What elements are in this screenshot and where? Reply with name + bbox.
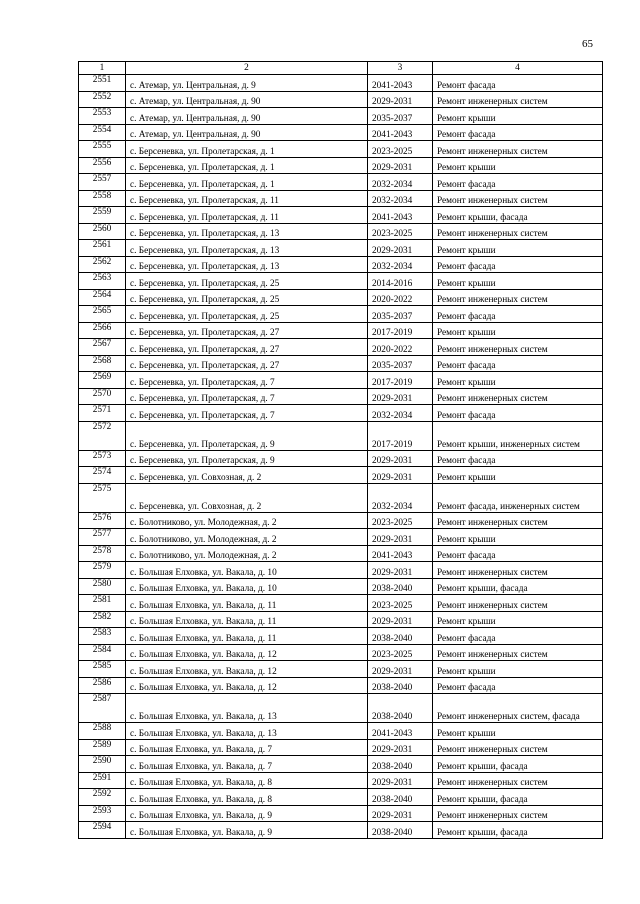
row-address: с. Атемар, ул. Центральная, д. 9 bbox=[126, 75, 368, 92]
table-row bbox=[79, 723, 603, 740]
row-address: с. Большая Елховка, ул. Вакала, д. 7 bbox=[126, 739, 368, 756]
row-number: 2573 bbox=[79, 450, 126, 467]
row-number: 2591 bbox=[79, 772, 126, 789]
row-period: 2023-2025 bbox=[368, 595, 433, 612]
row-address: с. Большая Елховка, ул. Вакала, д. 12 bbox=[126, 644, 368, 661]
table-row bbox=[79, 421, 603, 450]
row-work-type: Ремонт инженерных систем bbox=[433, 91, 603, 108]
row-work-type: Ремонт крыши bbox=[433, 661, 603, 678]
table-row bbox=[79, 562, 603, 579]
row-number: 2559 bbox=[79, 207, 126, 224]
row-number: 2560 bbox=[79, 223, 126, 240]
row-work-type: Ремонт фасада bbox=[433, 628, 603, 645]
row-number: 2581 bbox=[79, 595, 126, 612]
table-row bbox=[79, 483, 603, 512]
table-row bbox=[79, 289, 603, 306]
table-row bbox=[79, 512, 603, 529]
row-address: с. Берсеневка, ул. Пролетарская, д. 27 bbox=[126, 355, 368, 372]
row-period: 2032-2034 bbox=[368, 256, 433, 273]
row-work-type: Ремонт крыши, фасада bbox=[433, 822, 603, 839]
row-address: с. Берсеневка, ул. Пролетарская, д. 13 bbox=[126, 223, 368, 240]
row-number: 2567 bbox=[79, 339, 126, 356]
row-number: 2562 bbox=[79, 256, 126, 273]
row-work-type: Ремонт крыши bbox=[433, 157, 603, 174]
table-row bbox=[79, 322, 603, 339]
row-work-type: Ремонт инженерных систем bbox=[433, 595, 603, 612]
table-row bbox=[79, 611, 603, 628]
row-work-type: Ремонт инженерных систем bbox=[433, 739, 603, 756]
table-row bbox=[79, 256, 603, 273]
row-number: 2589 bbox=[79, 739, 126, 756]
row-period: 2017-2019 bbox=[368, 322, 433, 339]
row-number: 2551 bbox=[79, 75, 126, 92]
row-period: 2023-2025 bbox=[368, 223, 433, 240]
row-address: с. Берсеневка, ул. Пролетарская, д. 11 bbox=[126, 190, 368, 207]
row-address: с. Атемар, ул. Центральная, д. 90 bbox=[126, 91, 368, 108]
table-row bbox=[79, 628, 603, 645]
row-number: 2576 bbox=[79, 512, 126, 529]
row-period: 2038-2040 bbox=[368, 628, 433, 645]
row-work-type: Ремонт фасада bbox=[433, 677, 603, 694]
row-period: 2038-2040 bbox=[368, 756, 433, 773]
table-row bbox=[79, 273, 603, 290]
row-number: 2590 bbox=[79, 756, 126, 773]
row-number: 2579 bbox=[79, 562, 126, 579]
table-row bbox=[79, 75, 603, 92]
row-work-type: Ремонт крыши bbox=[433, 723, 603, 740]
row-work-type: Ремонт крыши bbox=[433, 108, 603, 125]
row-address: с. Большая Елховка, ул. Вакала, д. 7 bbox=[126, 756, 368, 773]
row-work-type: Ремонт фасада bbox=[433, 75, 603, 92]
table-row bbox=[79, 124, 603, 141]
row-address: с. Берсеневка, ул. Пролетарская, д. 7 bbox=[126, 372, 368, 389]
row-period: 2029-2031 bbox=[368, 661, 433, 678]
row-work-type: Ремонт крыши, фасада bbox=[433, 789, 603, 806]
row-address: с. Болотниково, ул. Молодежная, д. 2 bbox=[126, 512, 368, 529]
row-period: 2029-2031 bbox=[368, 611, 433, 628]
row-number: 2555 bbox=[79, 141, 126, 158]
row-period: 2038-2040 bbox=[368, 578, 433, 595]
table-row bbox=[79, 91, 603, 108]
row-address: с. Большая Елховка, ул. Вакала, д. 13 bbox=[126, 723, 368, 740]
row-number: 2585 bbox=[79, 661, 126, 678]
row-period: 2035-2037 bbox=[368, 355, 433, 372]
table-row bbox=[79, 644, 603, 661]
table-row bbox=[79, 595, 603, 612]
row-number: 2575 bbox=[79, 483, 126, 512]
row-period: 2029-2031 bbox=[368, 805, 433, 822]
row-number: 2557 bbox=[79, 174, 126, 191]
table-row bbox=[79, 756, 603, 773]
row-work-type: Ремонт фасада bbox=[433, 124, 603, 141]
table-row bbox=[79, 405, 603, 422]
row-period: 2029-2031 bbox=[368, 240, 433, 257]
table-row bbox=[79, 240, 603, 257]
table-row bbox=[79, 207, 603, 224]
row-period: 2023-2025 bbox=[368, 644, 433, 661]
table-row bbox=[79, 157, 603, 174]
row-work-type: Ремонт крыши bbox=[433, 611, 603, 628]
row-address: с. Берсеневка, ул. Пролетарская, д. 25 bbox=[126, 289, 368, 306]
row-work-type: Ремонт крыши bbox=[433, 273, 603, 290]
row-period: 2029-2031 bbox=[368, 388, 433, 405]
table-row bbox=[79, 467, 603, 484]
row-address: с. Большая Елховка, ул. Вакала, д. 8 bbox=[126, 772, 368, 789]
row-work-type: Ремонт инженерных систем bbox=[433, 289, 603, 306]
row-number: 2586 bbox=[79, 677, 126, 694]
row-work-type: Ремонт крыши, фасада bbox=[433, 578, 603, 595]
header-col-4: 4 bbox=[433, 62, 603, 75]
row-address: с. Берсеневка, ул. Пролетарская, д. 27 bbox=[126, 322, 368, 339]
row-work-type: Ремонт инженерных систем, фасада bbox=[433, 694, 603, 723]
row-period: 2014-2016 bbox=[368, 273, 433, 290]
table-row bbox=[79, 388, 603, 405]
row-number: 2553 bbox=[79, 108, 126, 125]
header-col-1: 1 bbox=[79, 62, 126, 75]
table-row bbox=[79, 694, 603, 723]
row-period: 2038-2040 bbox=[368, 677, 433, 694]
row-address: с. Большая Елховка, ул. Вакала, д. 12 bbox=[126, 661, 368, 678]
table-row bbox=[79, 789, 603, 806]
row-address: с. Большая Елховка, ул. Вакала, д. 12 bbox=[126, 677, 368, 694]
row-work-type: Ремонт крыши bbox=[433, 372, 603, 389]
row-address: с. Атемар, ул. Центральная, д. 90 bbox=[126, 124, 368, 141]
row-number: 2584 bbox=[79, 644, 126, 661]
header-col-2: 2 bbox=[126, 62, 368, 75]
table-row bbox=[79, 223, 603, 240]
row-work-type: Ремонт инженерных систем bbox=[433, 562, 603, 579]
header-col-3: 3 bbox=[368, 62, 433, 75]
row-address: с. Берсеневка, ул. Пролетарская, д. 13 bbox=[126, 240, 368, 257]
row-number: 2564 bbox=[79, 289, 126, 306]
row-work-type: Ремонт фасада bbox=[433, 306, 603, 323]
row-number: 2582 bbox=[79, 611, 126, 628]
row-number: 2583 bbox=[79, 628, 126, 645]
row-work-type: Ремонт крыши bbox=[433, 529, 603, 546]
row-period: 2041-2043 bbox=[368, 545, 433, 562]
row-address: с. Берсеневка, ул. Пролетарская, д. 9 bbox=[126, 421, 368, 450]
table-row bbox=[79, 108, 603, 125]
table-row bbox=[79, 141, 603, 158]
table-row bbox=[79, 545, 603, 562]
table-row bbox=[79, 822, 603, 839]
row-number: 2588 bbox=[79, 723, 126, 740]
row-address: с. Берсеневка, ул. Совхозная, д. 2 bbox=[126, 467, 368, 484]
row-work-type: Ремонт инженерных систем bbox=[433, 141, 603, 158]
row-number: 2566 bbox=[79, 322, 126, 339]
row-address: с. Берсеневка, ул. Пролетарская, д. 1 bbox=[126, 141, 368, 158]
row-period: 2017-2019 bbox=[368, 421, 433, 450]
table-row bbox=[79, 578, 603, 595]
row-period: 2029-2031 bbox=[368, 529, 433, 546]
table-row bbox=[79, 306, 603, 323]
row-work-type: Ремонт крыши bbox=[433, 322, 603, 339]
row-period: 2017-2019 bbox=[368, 372, 433, 389]
row-address: с. Берсеневка, ул. Пролетарская, д. 13 bbox=[126, 256, 368, 273]
row-address: с. Болотниково, ул. Молодежная, д. 2 bbox=[126, 529, 368, 546]
row-period: 2038-2040 bbox=[368, 694, 433, 723]
row-address: с. Берсеневка, ул. Пролетарская, д. 27 bbox=[126, 339, 368, 356]
row-address: с. Берсеневка, ул. Пролетарская, д. 7 bbox=[126, 405, 368, 422]
table-row bbox=[79, 529, 603, 546]
row-number: 2594 bbox=[79, 822, 126, 839]
row-address: с. Большая Елховка, ул. Вакала, д. 9 bbox=[126, 822, 368, 839]
row-period: 2023-2025 bbox=[368, 141, 433, 158]
row-period: 2035-2037 bbox=[368, 306, 433, 323]
row-address: с. Берсеневка, ул. Совхозная, д. 2 bbox=[126, 483, 368, 512]
row-work-type: Ремонт фасада bbox=[433, 545, 603, 562]
row-work-type: Ремонт крыши, фасада bbox=[433, 756, 603, 773]
table-row bbox=[79, 190, 603, 207]
row-number: 2563 bbox=[79, 273, 126, 290]
row-address: с. Большая Елховка, ул. Вакала, д. 11 bbox=[126, 595, 368, 612]
row-period: 2029-2031 bbox=[368, 562, 433, 579]
row-work-type: Ремонт инженерных систем bbox=[433, 644, 603, 661]
row-number: 2565 bbox=[79, 306, 126, 323]
row-number: 2574 bbox=[79, 467, 126, 484]
row-address: с. Берсеневка, ул. Пролетарская, д. 25 bbox=[126, 306, 368, 323]
row-work-type: Ремонт крыши bbox=[433, 240, 603, 257]
table-row bbox=[79, 372, 603, 389]
row-work-type: Ремонт инженерных систем bbox=[433, 388, 603, 405]
row-period: 2032-2034 bbox=[368, 405, 433, 422]
row-number: 2572 bbox=[79, 421, 126, 450]
row-number: 2558 bbox=[79, 190, 126, 207]
row-work-type: Ремонт фасада bbox=[433, 174, 603, 191]
table-row bbox=[79, 677, 603, 694]
row-number: 2554 bbox=[79, 124, 126, 141]
row-address: с. Берсеневка, ул. Пролетарская, д. 9 bbox=[126, 450, 368, 467]
row-address: с. Берсеневка, ул. Пролетарская, д. 25 bbox=[126, 273, 368, 290]
table-row bbox=[79, 174, 603, 191]
row-number: 2592 bbox=[79, 789, 126, 806]
table-row bbox=[79, 661, 603, 678]
row-period: 2038-2040 bbox=[368, 822, 433, 839]
table-row bbox=[79, 739, 603, 756]
row-period: 2032-2034 bbox=[368, 174, 433, 191]
row-number: 2593 bbox=[79, 805, 126, 822]
row-work-type: Ремонт инженерных систем bbox=[433, 339, 603, 356]
row-number: 2552 bbox=[79, 91, 126, 108]
row-work-type: Ремонт инженерных систем bbox=[433, 805, 603, 822]
row-work-type: Ремонт фасада, инженерных систем bbox=[433, 483, 603, 512]
row-address: с. Большая Елховка, ул. Вакала, д. 11 bbox=[126, 611, 368, 628]
row-work-type: Ремонт инженерных систем bbox=[433, 223, 603, 240]
row-number: 2578 bbox=[79, 545, 126, 562]
row-address: с. Берсеневка, ул. Пролетарская, д. 7 bbox=[126, 388, 368, 405]
row-address: с. Атемар, ул. Центральная, д. 90 bbox=[126, 108, 368, 125]
row-period: 2023-2025 bbox=[368, 512, 433, 529]
row-work-type: Ремонт фасада bbox=[433, 450, 603, 467]
table-row bbox=[79, 355, 603, 372]
row-work-type: Ремонт фасада bbox=[433, 405, 603, 422]
row-period: 2038-2040 bbox=[368, 789, 433, 806]
row-number: 2577 bbox=[79, 529, 126, 546]
row-address: с. Берсеневка, ул. Пролетарская, д. 11 bbox=[126, 207, 368, 224]
row-number: 2568 bbox=[79, 355, 126, 372]
row-work-type: Ремонт фасада bbox=[433, 355, 603, 372]
row-work-type: Ремонт инженерных систем bbox=[433, 512, 603, 529]
row-address: с. Большая Елховка, ул. Вакала, д. 9 bbox=[126, 805, 368, 822]
row-work-type: Ремонт инженерных систем bbox=[433, 772, 603, 789]
row-address: с. Берсеневка, ул. Пролетарская, д. 1 bbox=[126, 157, 368, 174]
row-address: с. Большая Елховка, ул. Вакала, д. 10 bbox=[126, 562, 368, 579]
table-row bbox=[79, 339, 603, 356]
page-number: 65 bbox=[582, 38, 593, 50]
row-address: с. Берсеневка, ул. Пролетарская, д. 1 bbox=[126, 174, 368, 191]
row-period: 2029-2031 bbox=[368, 739, 433, 756]
row-number: 2570 bbox=[79, 388, 126, 405]
row-period: 2041-2043 bbox=[368, 207, 433, 224]
table-row bbox=[79, 450, 603, 467]
row-period: 2029-2031 bbox=[368, 91, 433, 108]
row-work-type: Ремонт фасада bbox=[433, 256, 603, 273]
row-number: 2569 bbox=[79, 372, 126, 389]
row-period: 2029-2031 bbox=[368, 450, 433, 467]
row-work-type: Ремонт крыши, фасада bbox=[433, 207, 603, 224]
row-address: с. Большая Елховка, ул. Вакала, д. 13 bbox=[126, 694, 368, 723]
row-period: 2041-2043 bbox=[368, 723, 433, 740]
row-period: 2020-2022 bbox=[368, 289, 433, 306]
row-period: 2020-2022 bbox=[368, 339, 433, 356]
row-period: 2032-2034 bbox=[368, 483, 433, 512]
table-row bbox=[79, 772, 603, 789]
row-number: 2571 bbox=[79, 405, 126, 422]
row-period: 2029-2031 bbox=[368, 157, 433, 174]
row-address: с. Большая Елховка, ул. Вакала, д. 11 bbox=[126, 628, 368, 645]
row-period: 2032-2034 bbox=[368, 190, 433, 207]
row-number: 2556 bbox=[79, 157, 126, 174]
table-header-row bbox=[79, 62, 603, 75]
row-number: 2587 bbox=[79, 694, 126, 723]
row-number: 2580 bbox=[79, 578, 126, 595]
row-address: с. Болотниково, ул. Молодежная, д. 2 bbox=[126, 545, 368, 562]
row-work-type: Ремонт инженерных систем bbox=[433, 190, 603, 207]
row-period: 2041-2043 bbox=[368, 75, 433, 92]
table-row bbox=[79, 805, 603, 822]
row-work-type: Ремонт крыши, инженерных систем bbox=[433, 421, 603, 450]
row-number: 2561 bbox=[79, 240, 126, 257]
row-address: с. Большая Елховка, ул. Вакала, д. 8 bbox=[126, 789, 368, 806]
row-period: 2029-2031 bbox=[368, 772, 433, 789]
repair-schedule-table bbox=[78, 61, 603, 839]
row-period: 2035-2037 bbox=[368, 108, 433, 125]
row-work-type: Ремонт крыши bbox=[433, 467, 603, 484]
row-period: 2041-2043 bbox=[368, 124, 433, 141]
row-period: 2029-2031 bbox=[368, 467, 433, 484]
row-address: с. Большая Елховка, ул. Вакала, д. 10 bbox=[126, 578, 368, 595]
